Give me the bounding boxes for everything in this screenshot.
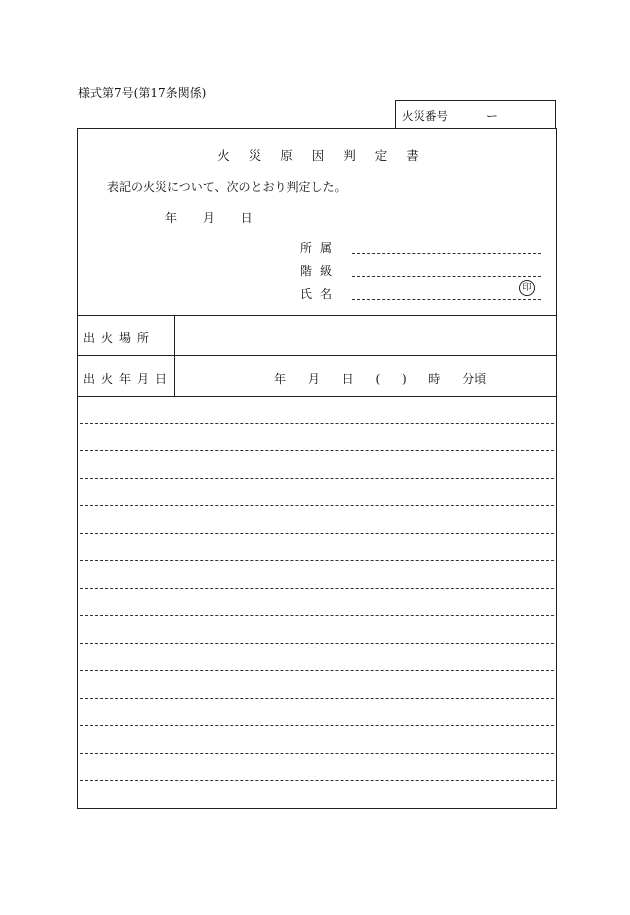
affiliation-label: 所属 xyxy=(300,241,341,255)
writing-line[interactable] xyxy=(80,753,554,754)
writing-line[interactable] xyxy=(80,725,554,726)
form-number-label: 様式第7号(第17条関係) xyxy=(78,86,207,100)
writing-line[interactable] xyxy=(80,505,554,506)
divider-line xyxy=(78,355,556,356)
fire-number-box xyxy=(395,100,556,128)
divider-line xyxy=(78,396,556,397)
writing-line[interactable] xyxy=(80,670,554,671)
fire-datetime-fields[interactable]: 年 月 日 ( ) 時 分頃 xyxy=(274,372,487,386)
affiliation-field[interactable] xyxy=(352,253,541,254)
writing-line[interactable] xyxy=(80,450,554,451)
determination-form xyxy=(77,128,557,809)
writing-line[interactable] xyxy=(80,588,554,589)
fire-number-value[interactable]: ー xyxy=(486,109,499,123)
name-field[interactable] xyxy=(352,299,541,300)
rank-field[interactable] xyxy=(352,276,541,277)
fire-location-label: 出火場所 xyxy=(83,331,156,345)
rank-label: 階級 xyxy=(300,264,341,278)
writing-line[interactable] xyxy=(80,615,554,616)
name-label: 氏名 xyxy=(300,287,341,301)
writing-line[interactable] xyxy=(80,478,554,479)
fire-datetime-label: 出火年月日 xyxy=(83,372,174,386)
statement-text: 表記の火災について、次のとおり判定した。 xyxy=(107,180,347,194)
document-title: 火災原因判定書 xyxy=(217,148,438,163)
writing-line[interactable] xyxy=(80,533,554,534)
writing-line[interactable] xyxy=(80,698,554,699)
fire-location-field[interactable] xyxy=(175,316,555,355)
writing-line[interactable] xyxy=(80,780,554,781)
writing-line[interactable] xyxy=(80,560,554,561)
seal-mark: 印 xyxy=(519,280,535,296)
determination-date[interactable]: 年 月 日 xyxy=(165,211,253,225)
fire-number-label: 火災番号 xyxy=(402,109,448,123)
writing-line[interactable] xyxy=(80,643,554,644)
writing-line[interactable] xyxy=(80,423,554,424)
